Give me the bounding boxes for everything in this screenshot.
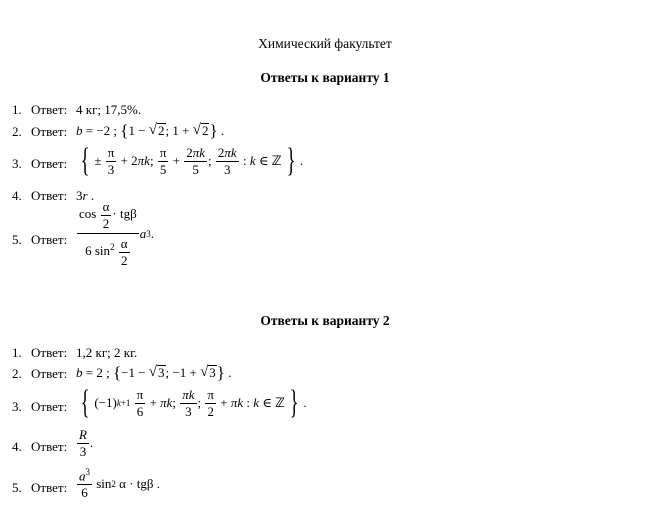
answer-label: Ответ: xyxy=(31,345,68,360)
answer-number: 1. xyxy=(12,102,22,117)
variant2-answer-2 xyxy=(0,363,650,386)
answer-formula: $\frac{R}{3}$ . xyxy=(79,427,94,459)
answer-label: Ответ: xyxy=(31,366,68,381)
answer-formula: b = −2 ; { 1 − √ 2 ; 1 + √ 2 } . xyxy=(76,121,225,140)
variant2-answer-4 xyxy=(0,428,650,464)
variant1-answer-2 xyxy=(0,121,650,144)
answer-label: Ответ: xyxy=(31,399,68,414)
answer-label: Ответ: xyxy=(31,188,68,203)
answer-text: 4 кг; 17,5%. xyxy=(76,102,142,117)
variant2-answer-3 xyxy=(0,386,650,426)
answer-formula: 3r . xyxy=(76,188,95,203)
answer-label: Ответ: xyxy=(31,156,68,171)
answer-number: 5. xyxy=(12,480,22,495)
answer-formula: { ± $\frac{\pi}{3}$ + 2 πk ; $\frac{\pi}{5}$ + $\frac{2\pi k}{5}$ ; $\frac{2\pi k}{3}$ : k ∈ ℤ } . xyxy=(80,142,304,179)
answer-number: 3. xyxy=(12,399,22,414)
answer-number: 5. xyxy=(12,232,22,247)
answer-formula: $\frac{a^3}{6}$ sin 2 α · tgβ . xyxy=(79,467,161,500)
variant1-answer-3 xyxy=(0,144,650,184)
answer-label: Ответ: xyxy=(31,439,68,454)
answer-number: 4. xyxy=(12,188,22,203)
answer-label: Ответ: xyxy=(31,232,68,247)
answer-text: 1,2 кг; 2 кг. xyxy=(76,345,138,360)
answer-formula: b = 2 ; { −1 − √ 3 ; −1 + √ 3 } . xyxy=(76,363,232,382)
faculty-title: Химический факультет xyxy=(258,36,392,51)
answer-label: Ответ: xyxy=(31,480,68,495)
answer-number: 3. xyxy=(12,156,22,171)
variant1-answer-5 xyxy=(0,200,650,276)
answer-number: 2. xyxy=(12,366,22,381)
answer-number: 4. xyxy=(12,439,22,454)
variant2-answer-5 xyxy=(0,468,650,506)
answer-label: Ответ: xyxy=(31,102,68,117)
variant1-heading: Ответы к варианту 1 xyxy=(260,70,390,85)
answer-number: 2. xyxy=(12,124,22,139)
answer-formula: { (−1) k+1 $\frac{\pi}{6}$ + πk ; $\frac{\pi k}{3}$ ; $\frac{\pi}{2}$ + πk : k ∈ ℤ } . xyxy=(80,384,307,421)
answer-formula: cos $\frac{\alpha}{2}$ · tgβ 6 $\sin^2$ $\frac{\alpha}{2}$ a 3 . xyxy=(79,199,154,268)
answer-number: 1. xyxy=(12,345,22,360)
variant2-heading: Ответы к варианту 2 xyxy=(260,313,390,328)
answer-label: Ответ: xyxy=(31,124,68,139)
